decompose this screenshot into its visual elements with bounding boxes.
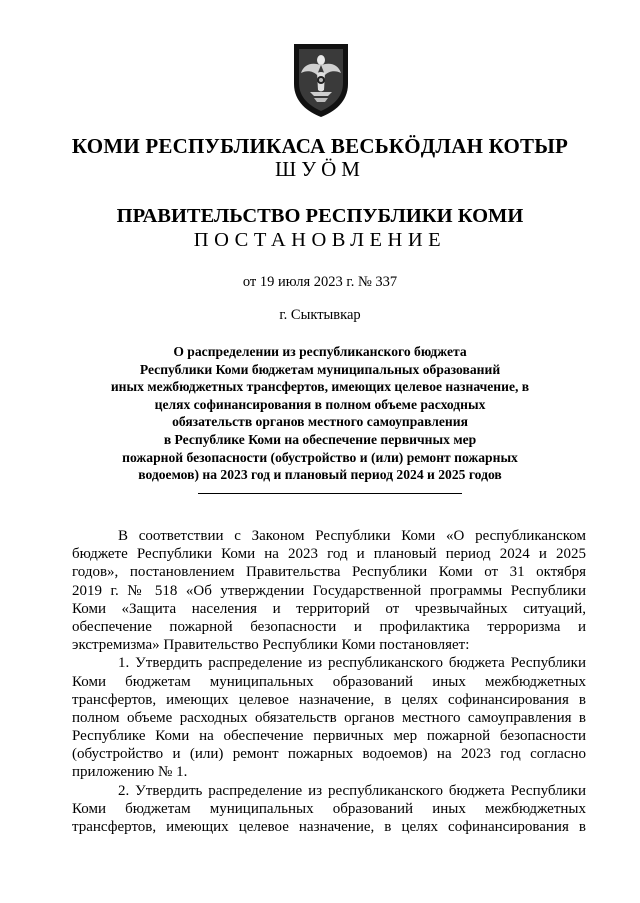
komi-coat-of-arms-icon: [290, 40, 352, 118]
header-komi-line1: КОМИ РЕСПУБЛИКАСА ВЕСЬКӦДЛАН КОТЫР: [71, 134, 569, 158]
body-line: трансфертов, имеющих целевое назначение, в целях софинансирования в: [72, 819, 586, 835]
title-divider: [198, 493, 462, 494]
body-line: (обустройство и (или) ремонт пожарных водоемов) на 2023 год согласно: [72, 746, 586, 763]
body-line: Коми бюджетам муниципальных образований иных межбюджетных: [72, 673, 586, 690]
city: г. Сыктывкар: [279, 307, 361, 323]
body-line: Республике Коми на обеспечение первичных мер пожарной безопасности: [72, 728, 586, 745]
title-line: О распределении из республиканского бюджета: [173, 344, 467, 359]
body-line: Коми бюджетам муниципальных образований иных межбюджетных: [72, 800, 586, 817]
body-line: 2. Утвердить распределение из республиканского бюджета Республики: [118, 782, 586, 799]
body-line: Коми «Защита населения и территорий от чрезвычайных ситуаций,: [72, 600, 586, 617]
title-line: целях софинансирования в полном объеме расходных: [154, 396, 486, 412]
government-title: ПРАВИТЕЛЬСТВО РЕСПУБЛИКИ КОМИ: [116, 205, 524, 227]
body-line: трансфертов, имеющих целевое назначение, в целях софинансирования в: [72, 691, 586, 708]
header-komi-line2: ШУӦМ: [275, 157, 365, 181]
body-line: 2019 г. № 518 «Об утверждении Государственной программы Республики: [72, 582, 586, 599]
title-line: обязательств органов местного самоуправления: [172, 414, 468, 430]
body-line: бюджете Республики Коми на 2023 год и плановый период 2024 и 2025: [72, 546, 586, 563]
body-line: 1. Утвердить распределение из республиканского бюджета Республики: [118, 655, 586, 672]
document-type: ПОСТАНОВЛЕНИЕ: [193, 229, 447, 251]
body-line: полном объеме расходных обязательств органов местного самоуправления в: [72, 709, 586, 726]
body-line: годов», постановлением Правительства Республики Коми от 31 октября: [72, 564, 586, 581]
body-line: приложению № 1.: [72, 764, 188, 781]
document-body: [72, 527, 586, 836]
title-line: Республики Коми бюджетам муниципальных образований: [139, 361, 501, 377]
date-number: от 19 июля 2023 г. № 337: [242, 274, 398, 290]
body-line: В соответствии с Законом Республики Коми «О республиканском: [118, 528, 586, 544]
title-line: в Республике Коми на обеспечение первичных мер: [163, 431, 477, 447]
title-line: иных межбюджетных трансфертов, имеющих целевое назначение, в: [110, 379, 530, 395]
body-line: обеспечение пожарной безопасности и профилактика терроризма и: [72, 618, 586, 635]
resolution-title: [0, 343, 640, 484]
title-line: водоемов) на 2023 год и плановый период 2024 и 2025 годов: [138, 467, 502, 483]
title-line: пожарной безопасности (обустройство и (или) ремонт пожарных: [122, 449, 518, 465]
body-line: экстремизма» Правительство Республики Коми постановляет:: [72, 637, 470, 654]
